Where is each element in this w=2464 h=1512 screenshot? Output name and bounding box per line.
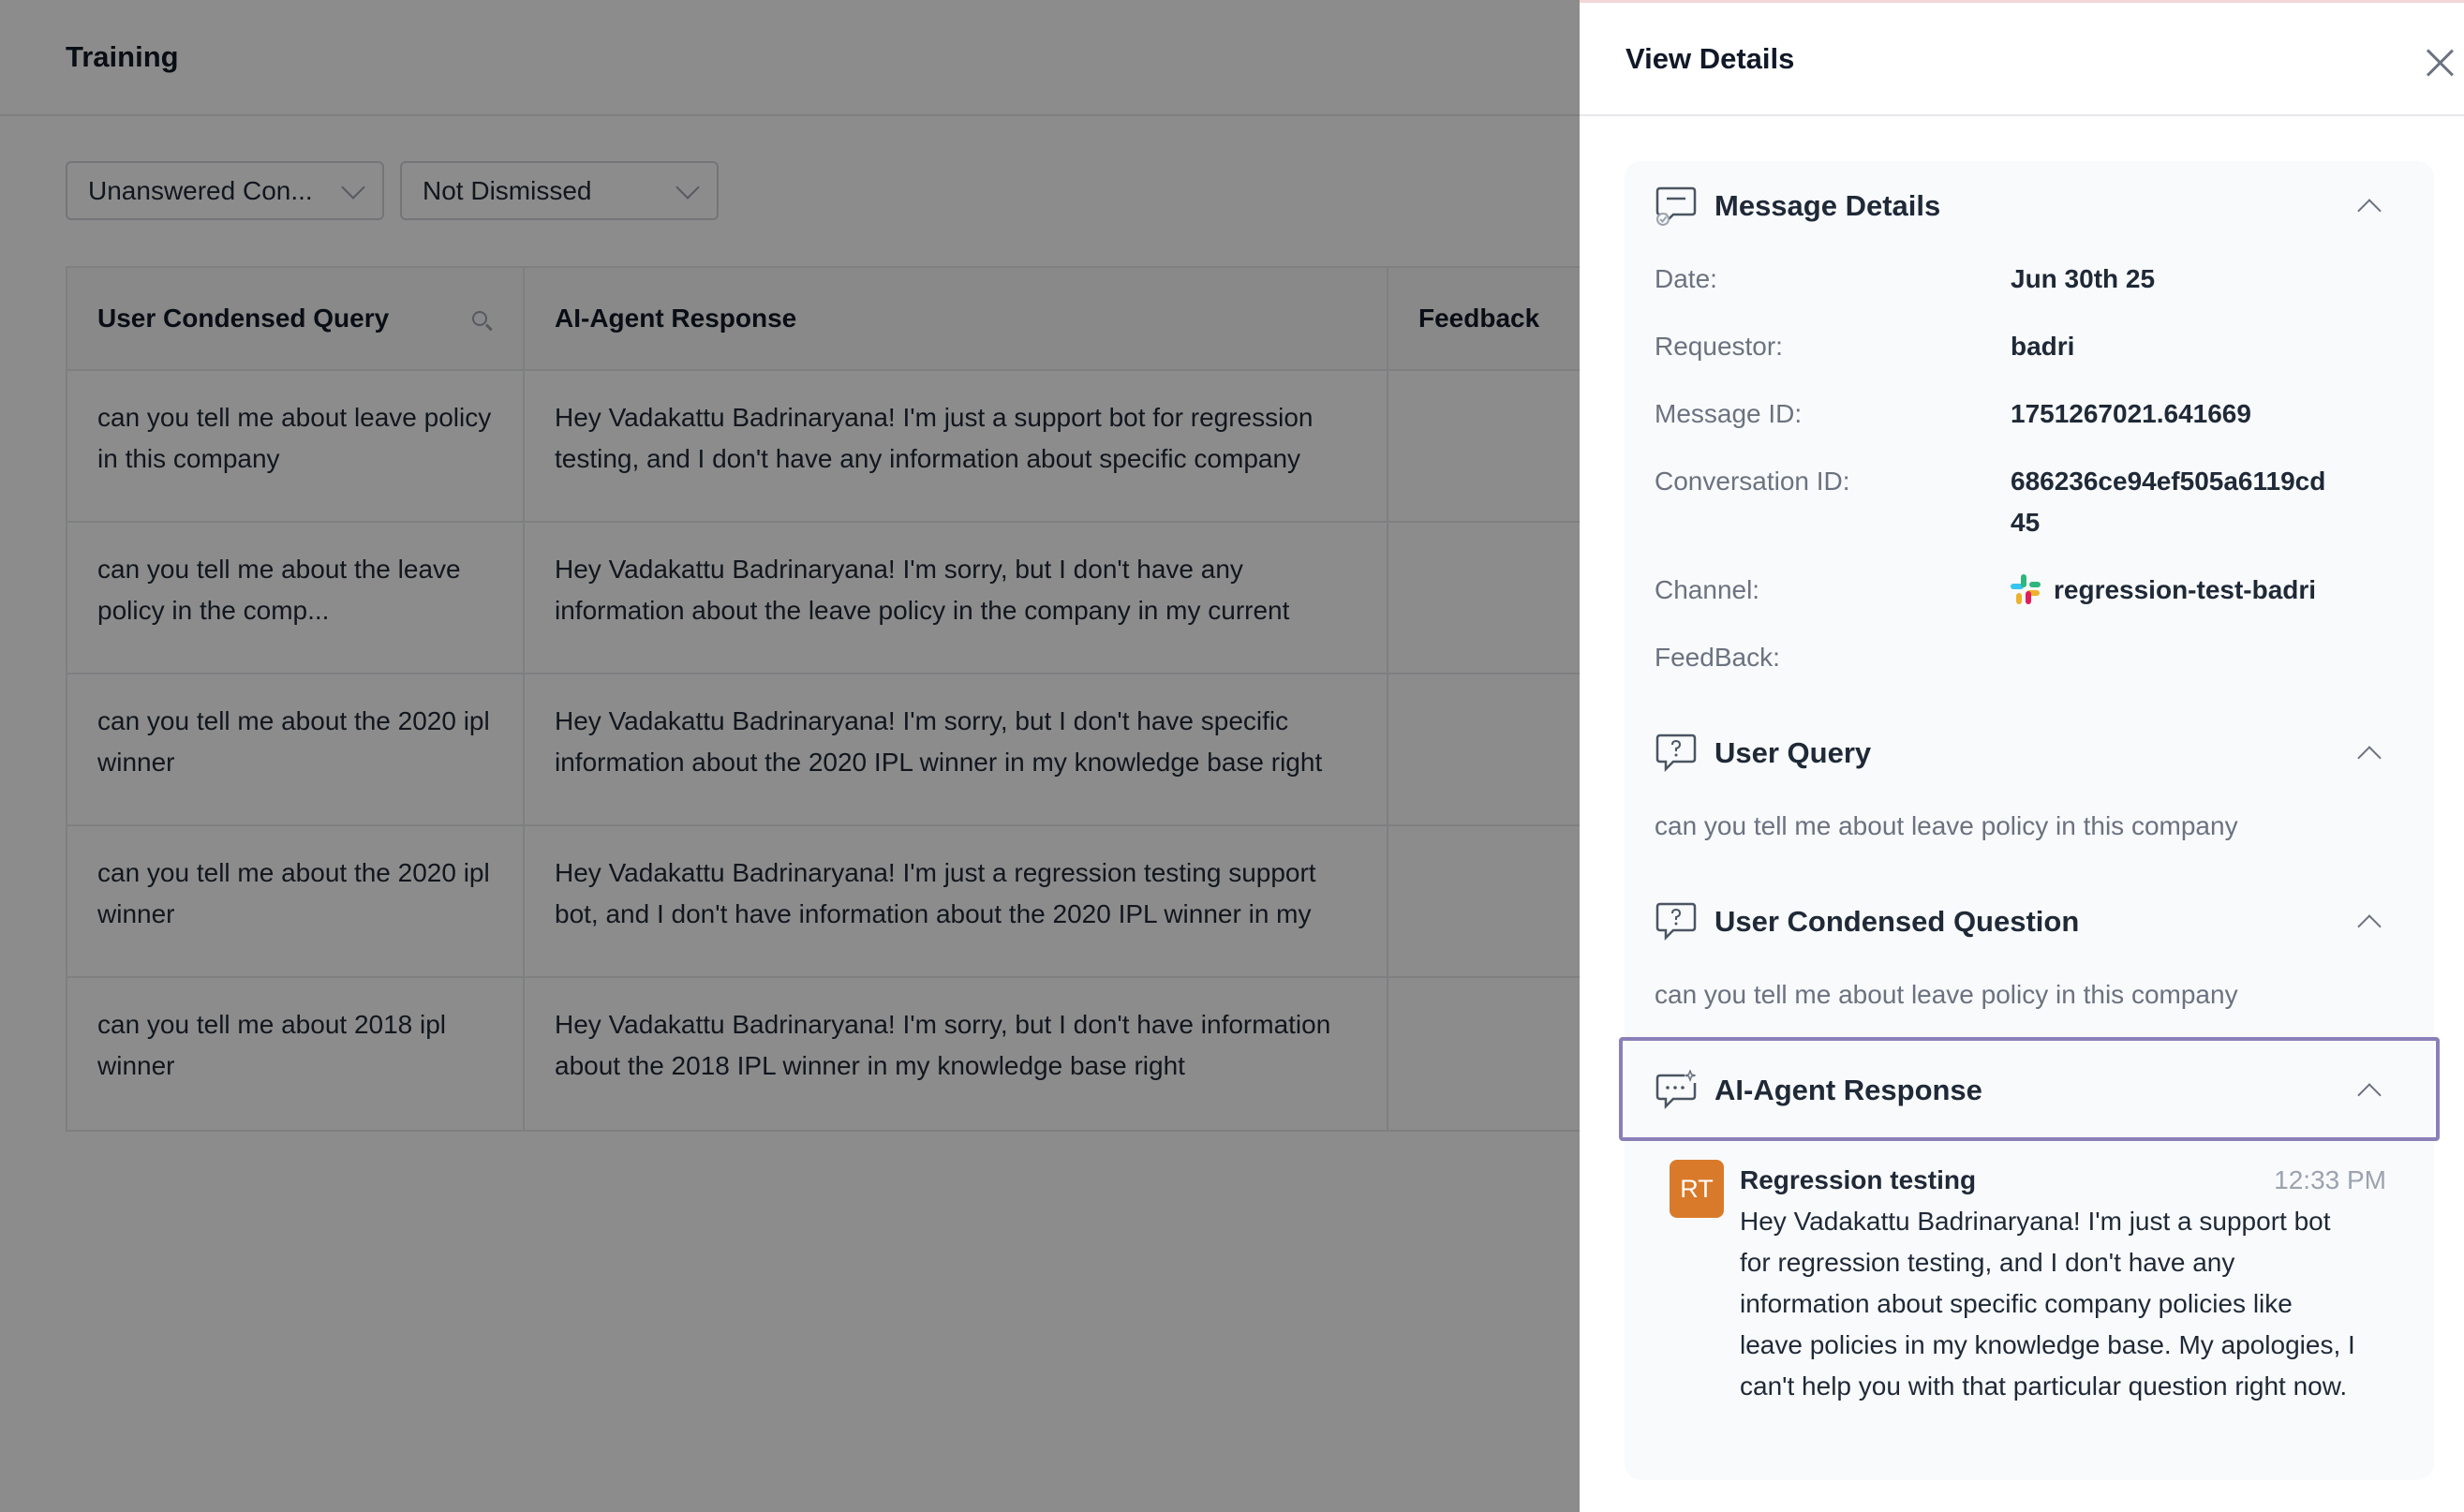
response-cell: Hey Vadakattu Badrinaryana! I'm just a regression testing support bot, and I don't have information about the 2020 IPL winner in my xyxy=(555,858,1316,928)
channel-value xyxy=(2011,570,2316,611)
requestor-value: badri xyxy=(2011,332,2075,361)
question-bubble-icon xyxy=(1655,901,1698,942)
chevron-up-icon[interactable] xyxy=(2357,914,2381,938)
conversation-id-line1: 686236ce94ef505a6119cd xyxy=(2011,467,2326,496)
column-header-response: AI-Agent Response xyxy=(525,268,1388,369)
message-id-value: 1751267021.641669 xyxy=(2011,399,2251,428)
requestor-label: Requestor: xyxy=(1655,332,1783,361)
message-line: leave policies in my knowledge base. My apologies, I xyxy=(1740,1330,2355,1359)
query-cell: can you tell me about the 2020 ipl winner xyxy=(97,858,490,928)
condensed-question-title: User Condensed Question xyxy=(1714,905,2080,938)
ai-response-header[interactable] xyxy=(1655,1062,2404,1119)
avatar: RT xyxy=(1670,1160,1724,1218)
chevron-up-icon[interactable] xyxy=(2357,1083,2381,1106)
query-cell: can you tell me about 2018 ipl winner xyxy=(97,1010,447,1080)
channel-label: Channel: xyxy=(1655,575,1760,604)
message-line: Hey Vadakattu Badrinaryana! I'm just a support bot xyxy=(1740,1207,2331,1236)
query-cell: can you tell me about the leave policy in the comp... xyxy=(97,555,461,625)
message-time: 12:33 PM xyxy=(2274,1165,2386,1194)
date-value: Jun 30th 25 xyxy=(2011,264,2156,293)
conversation-filter-value: Unanswered Con... xyxy=(88,175,313,205)
message-body xyxy=(1740,1160,2396,1407)
column-header-feedback: Feedback xyxy=(1418,304,1540,333)
message-details-icon xyxy=(1655,185,1698,227)
channel-name: regression-test-badri xyxy=(2054,575,2317,604)
drawer-title: View Details xyxy=(1625,41,1795,75)
user-query-header[interactable] xyxy=(1655,725,2404,781)
response-cell: Hey Vadakattu Badrinaryana! I'm just a support bot for regression testing, and I don't have any information about specific company xyxy=(555,403,1314,473)
drawer-header xyxy=(1580,3,2464,116)
message-line: information about specific company policies like xyxy=(1740,1289,2293,1318)
close-icon[interactable] xyxy=(2425,48,2455,78)
message-id-label: Message ID: xyxy=(1655,399,1803,428)
message-text xyxy=(1740,1201,2396,1407)
message-details-header[interactable] xyxy=(1655,178,2404,234)
user-query-title: User Query xyxy=(1714,736,1872,769)
query-cell: can you tell me about the 2020 ipl winner xyxy=(97,706,490,777)
feedback-label: FeedBack: xyxy=(1655,643,1780,672)
slack-icon xyxy=(2011,574,2041,604)
chevron-up-icon[interactable] xyxy=(2357,746,2381,769)
conversation-id-line2: 45 xyxy=(2011,508,2041,537)
ai-chat-icon xyxy=(1655,1070,1698,1111)
column-header-query: User Condensed Query xyxy=(67,268,525,369)
chevron-up-icon[interactable] xyxy=(2357,199,2381,222)
ai-response-title: AI-Agent Response xyxy=(1714,1074,1982,1106)
message-line: for regression testing, and I don't have any xyxy=(1740,1248,2235,1277)
question-bubble-icon xyxy=(1655,733,1698,774)
response-cell: Hey Vadakattu Badrinaryana! I'm sorry, but I don't have specific information about the 2020 IPL winner in my knowledge base right xyxy=(555,706,1323,777)
conversation-id-label: Conversation ID: xyxy=(1655,467,1850,496)
message-line: can't help you with that particular question right now. xyxy=(1740,1371,2348,1401)
date-label: Date: xyxy=(1655,264,1717,293)
user-query-text: can you tell me about leave policy in this company xyxy=(1655,811,2238,840)
response-cell: Hey Vadakattu Badrinaryana! I'm sorry, but I don't have information about the 2018 IPL winner in my knowledge base right xyxy=(555,1010,1331,1080)
condensed-question-header[interactable] xyxy=(1655,894,2404,950)
message-details-title: Message Details xyxy=(1714,189,1941,222)
response-cell: Hey Vadakattu Badrinaryana! I'm sorry, but I don't have any information about the leave policy in the company in my current xyxy=(555,555,1290,625)
query-cell: can you tell me about leave policy in this company xyxy=(97,403,492,473)
condensed-question-text: can you tell me about leave policy in this company xyxy=(1655,980,2238,1009)
dismissed-filter-value: Not Dismissed xyxy=(423,175,592,205)
page-title: Training xyxy=(66,40,179,73)
message-author: Regression testing xyxy=(1740,1165,1977,1194)
